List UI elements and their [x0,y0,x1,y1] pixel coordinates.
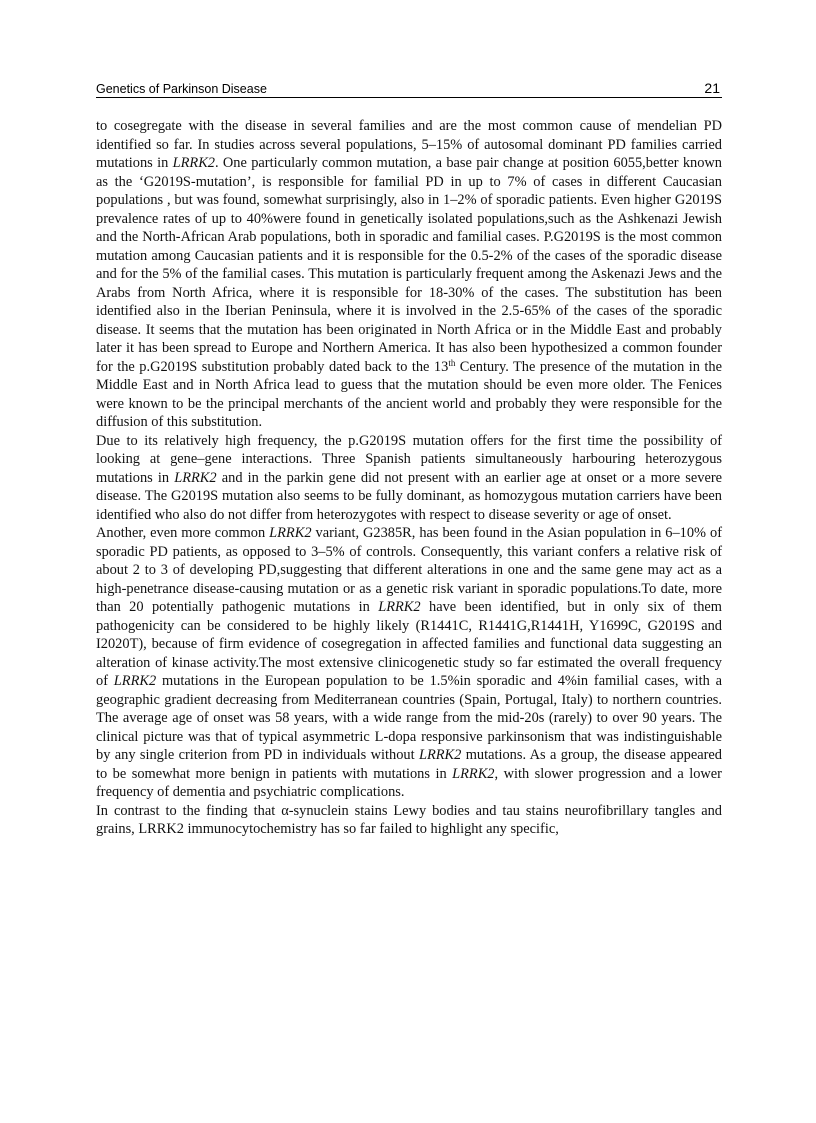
text-segment: Due to its relatively high frequency, the p.G2019S mutation offers for the first time the possibility of looking at gene–gene interactions. Three Spanish patients simultaneously harbouring heterozygous mutations in [96,432,722,486]
superscript-text: th [448,357,456,368]
text-segment: and in the parkin gene did not present with an earlier age at onset or a more severe disease. The G2019S mutation also seems to be fully dominant, as homozygous mutation carriers have been identified who also do not differ from heterozygotes with respect to disease severity or age of onset. [96,469,723,523]
gene-name-italic: LRRK2 [113,673,157,689]
paragraph [96,524,722,802]
gene-name-italic: LRRK2 [418,747,462,763]
text-segment: . One particularly common mutation, a base pair change at position 6055,better known as the ‘G2019S-mutation’, is responsible for familial PD in up to 7% of cases in different Caucasian populations , but was found, somewhat surprisingly, also in 1–2% of sporadic patients. Even higher G2019S prevalence rates of up to 40%were found in genetically isolated populations,such as the Ashkenazi Jewish and the North-African Arab populations, both in sporadic and familial cases. P.G2019S is the most common mutation among Caucasian patients and it is responsible for the 0.5-2% of the cases of the sporadic disease and for the 5% of the familial cases. This mutation is particularly frequent among the Askenazi Jews and the Arabs from North Africa, where it is responsible for 18-30% of the cases. The substitution has been identified also in the Iberian Peninsula, where it is involved in the 2.5-65% of the cases of the sporadic disease. It seems that the mutation has been originated in North Africa or in the Middle East and probably later it has been spread to Europe and Northern America. It has also been hypothesized a common founder for the p.G2019S substitution probably dated back to the 13 [96,155,723,375]
gene-name-italic: LRRK2 [452,765,495,782]
page-number: 21 [704,80,720,96]
text-segment: Century. The presence of the mutation in the Middle East and in North Africa lead to guess that the mutation should be even more older. The Fenices were known to be the principal merchants of the ancient world and probably they were responsible for the diffusion of this substitution. [96,358,722,430]
text-segment: to cosegregate with the disease in several families and are the most common cause of mendelian PD identified so far. In studies across several populations, 5–15% of autosomal dominant PD families carried mutations in [96,118,722,171]
text-segment: , with slower progression and a lower frequency of dementia and psychiatric complications. [96,765,722,800]
text-segment: variant, G2385R, has been found in the Asian population in 6–10% of sporadic PD patients, as opposed to 3–5% of controls. Consequently, this variant confers a relative risk of about 2 to 3 of developing PD,suggesting that different alterations in one and the same gene may act as a high-penetrance disease-causing mutation or as a genetic risk variant in sporadic populations.To date, more than 20 potentially pathogenic mutations in [96,525,722,615]
gene-name-italic: LRRK2 [174,469,217,486]
gene-name-italic: LRRK2 [172,155,215,171]
paragraph [96,117,722,432]
gene-name-italic: LRRK2 [378,599,421,615]
text-segment: mutations. As a group, the disease appeared to be somewhat more benign in patients with mutations in [96,747,722,782]
gene-name-italic: LRRK2 [269,525,312,541]
running-title: Genetics of Parkinson Disease [96,82,267,96]
text-segment: Another, even more common [96,525,270,541]
paragraph [96,432,722,525]
text-segment: mutations in the European population to be 1.5%in sporadic and 4%in familial cases, with a geographic gradient decreasing from Mediterranean countries (Spain, Portugal, Italy) to northern countries. The average age of onset was 58 years, with a wide range from the mid-20s (rarely) to over 90 years. The clinical picture was that of typical asymmetric L-dopa responsive parkinsonism that was indistinguishable by any single criterion from PD in individuals without [96,673,722,763]
paragraph [96,802,722,839]
body-text [96,117,722,839]
text-segment: In contrast to the finding that α-synuclein stains Lewy bodies and tau stains neurofibrillary tangles and grains, LRRK2 immunocytochemistry has so far failed to highlight any specific, [96,802,722,837]
page-header [96,80,722,98]
text-segment: have been identified, but in only six of them pathogenicity can be considered to be highly likely (R1441C, R1441G,R1441H, Y1699C, G2019S and I2020T), because of firm evidence of cosegregation in affected families and functional data suggesting an alteration of kinase activity.The most extensive clinicogenetic study so far estimated the overall frequency of [96,599,722,689]
